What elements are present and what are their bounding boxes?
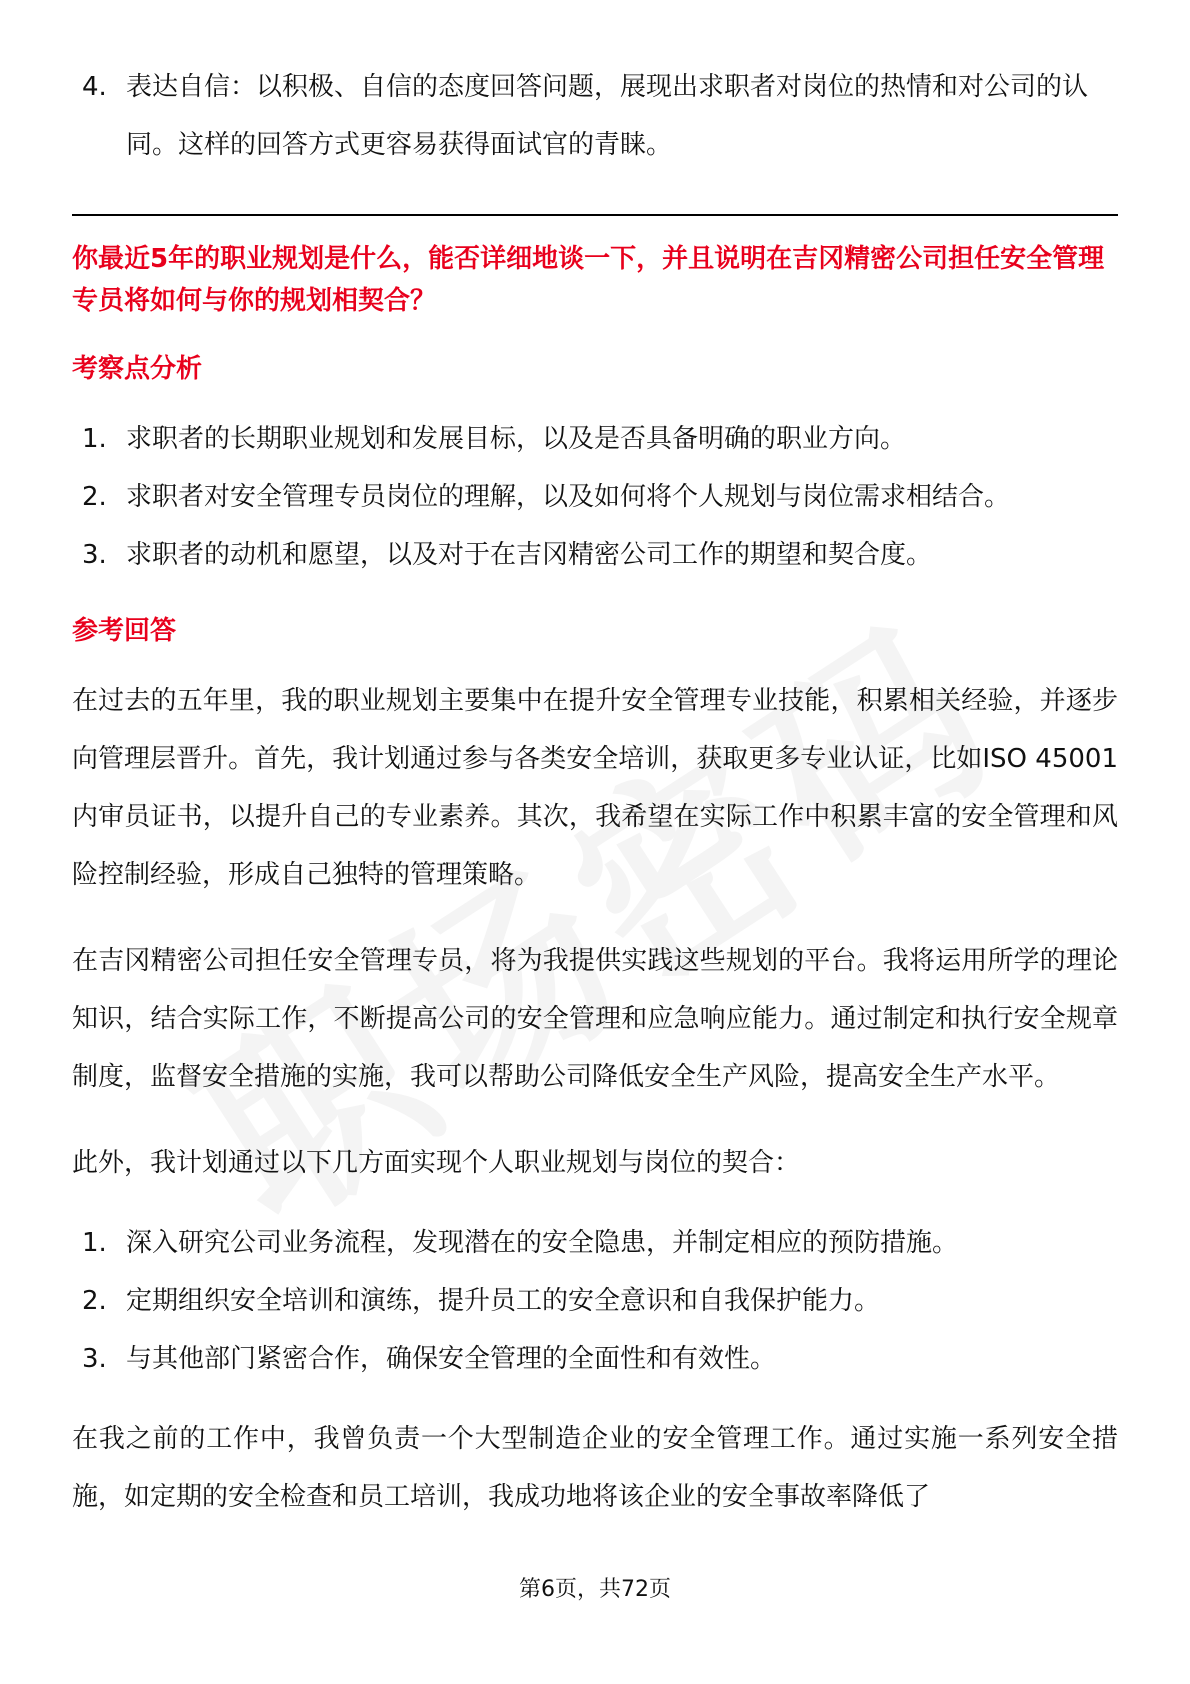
list-item — [72, 58, 1118, 174]
analysis-list — [72, 410, 1118, 584]
list-item-number: 1. — [82, 1228, 107, 1258]
list-item-number: 2. — [82, 482, 107, 512]
list-item — [72, 410, 1118, 468]
list-item — [72, 1214, 1118, 1272]
section-divider — [72, 214, 1118, 216]
list-item-text: 求职者的长期职业规划和发展目标，以及是否具备明确的职业方向。 — [126, 424, 907, 454]
list-item-text: 求职者的动机和愿望，以及对于在吉冈精密公司工作的期望和契合度。 — [126, 540, 933, 570]
list-item-number: 3. — [82, 540, 107, 570]
answer-title: 参考回答 — [72, 616, 177, 646]
list-item — [72, 468, 1118, 526]
list-item-text: 求职者对安全管理专员岗位的理解，以及如何将个人规划与岗位需求相结合。 — [126, 482, 1011, 512]
answer-list — [72, 1214, 1118, 1388]
list-item — [72, 526, 1118, 584]
list-item-number: 3. — [82, 1344, 107, 1374]
list-item-number: 4. — [82, 72, 107, 102]
list-item-text: 定期组织安全培训和演练，提升员工的安全意识和自我保护能力。 — [126, 1286, 881, 1316]
list-item-text: 与其他部门紧密合作，确保安全管理的全面性和有效性。 — [126, 1344, 777, 1374]
list-item-text: 深入研究公司业务流程，发现潜在的安全隐患，并制定相应的预防措施。 — [126, 1228, 959, 1258]
analysis-title: 考察点分析 — [72, 354, 203, 384]
question-heading: 你最近5年的职业规划是什么，能否详细地谈一下，并且说明在吉冈精密公司担任安全管理专员将如何与你的规划相契合？ — [72, 244, 1105, 316]
page-content — [72, 58, 1118, 1526]
answer-paragraph: 此外，我计划通过以下几方面实现个人职业规划与岗位的契合： — [72, 1148, 801, 1178]
list-item — [72, 1272, 1118, 1330]
answer-paragraph: 在吉冈精密公司担任安全管理专员，将为我提供实践这些规划的平台。我将运用所学的理论知识，结合实际工作，不断提高公司的安全管理和应急响应能力。通过制定和执行安全规章制度，监督安全措施的实施，我可以帮助公司降低安全生产风险，提高安全生产水平。 — [72, 946, 1118, 1092]
page-footer: 第6页，共72页 — [519, 1577, 671, 1602]
list-item-text: 表达自信：以积极、自信的态度回答问题，展现出求职者对岗位的热情和对公司的认同。这样的回答方式更容易获得面试官的青睐。 — [126, 72, 1089, 160]
answer-paragraph: 在过去的五年里，我的职业规划主要集中在提升安全管理专业技能，积累相关经验，并逐步向管理层晋升。首先，我计划通过参与各类安全培训，获取更多专业认证，比如ISO 45001内审员证书，以提升自己的专业素养。其次，我希望在实际工作中积累丰富的安全管理和风险控制经验，形成自己独特的管理策略。 — [72, 686, 1118, 890]
list-item-number: 1. — [82, 424, 107, 454]
list-item — [72, 1330, 1118, 1388]
list-item-number: 2. — [82, 1286, 107, 1316]
answer-paragraph: 在我之前的工作中，我曾负责一个大型制造企业的安全管理工作。通过实施一系列安全措施，如定期的安全检查和员工培训，我成功地将该企业的安全事故率降低了 — [72, 1424, 1118, 1512]
